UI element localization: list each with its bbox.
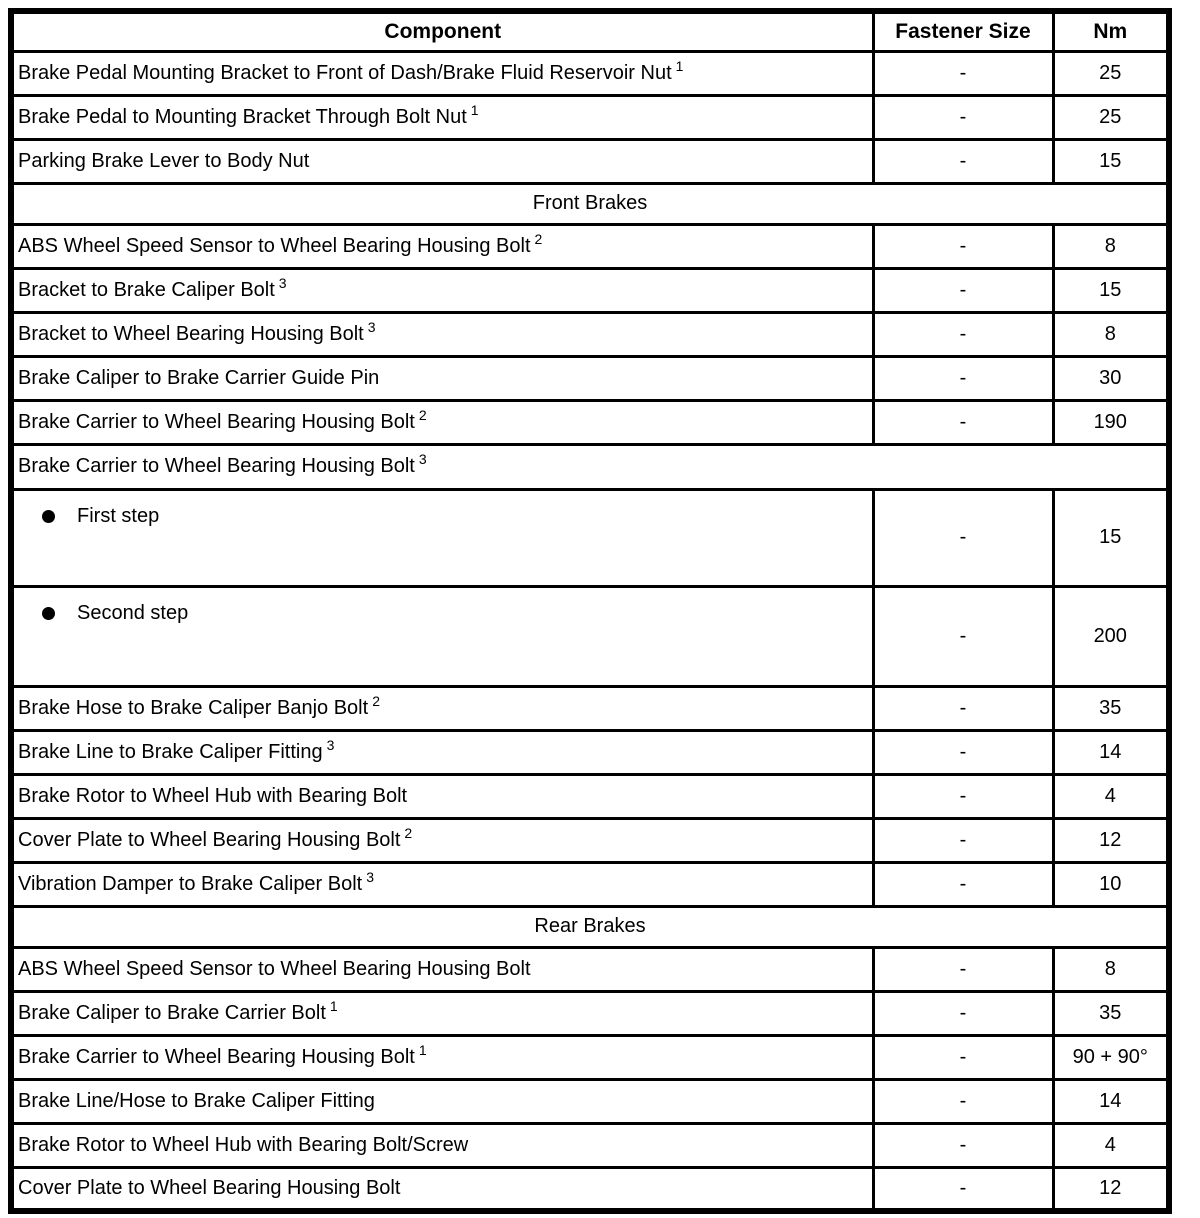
torque-cell: 35 [1053,686,1169,730]
component-cell [11,1123,873,1167]
fastener-size-cell: - [873,947,1053,991]
fastener-size-cell: - [873,862,1053,906]
component-cell [11,224,873,268]
torque-cell: 10 [1053,862,1169,906]
footnote-superscript: 2 [534,230,543,247]
component-text: Brake Caliper to Brake Carrier Bolt [18,1001,326,1024]
fastener-size-cell: - [873,586,1053,686]
footnote-superscript: 3 [418,451,427,468]
table-row [11,356,1169,400]
component-text: Parking Brake Lever to Body Nut [18,149,310,172]
component-cell [11,139,873,183]
component-text: Brake Carrier to Wheel Bearing Housing Bolt [18,410,415,433]
column-header-component: Component [11,11,873,51]
table-row [11,312,1169,356]
column-header-fastener-size: Fastener Size [873,11,1053,51]
table-row [11,774,1169,818]
component-text: Brake Rotor to Wheel Hub with Bearing Bolt/Screw [18,1133,469,1156]
fastener-size-cell: - [873,1167,1053,1211]
footnote-superscript: 1 [418,1041,427,1058]
torque-cell: 30 [1053,356,1169,400]
table-row [11,51,1169,95]
table-row [11,730,1169,774]
torque-cell: 4 [1053,774,1169,818]
fastener-size-cell: - [873,400,1053,444]
torque-spec-table [8,8,1172,1214]
component-text: Cover Plate to Wheel Bearing Housing Bolt [18,1176,401,1199]
component-text: Brake Line to Brake Caliper Fitting [18,740,323,763]
table-row [11,1167,1169,1211]
table-row [11,686,1169,730]
torque-cell: 190 [1053,400,1169,444]
component-text: First step [77,504,160,527]
table-row [11,1079,1169,1123]
table-row [11,818,1169,862]
torque-cell: 15 [1053,139,1169,183]
torque-cell: 12 [1053,1167,1169,1211]
header-row [11,11,1169,51]
torque-cell: 25 [1053,95,1169,139]
section-label: Front Brakes [11,183,1169,224]
footnote-superscript: 2 [404,824,413,841]
torque-cell: 14 [1053,1079,1169,1123]
fastener-size-cell: - [873,1123,1053,1167]
bullet-icon [42,510,55,523]
table-row [11,1035,1169,1079]
component-cell [11,947,873,991]
fastener-size-cell: - [873,268,1053,312]
step-row [11,586,1169,686]
torque-cell: 8 [1053,947,1169,991]
table-row [11,400,1169,444]
fastener-size-cell: - [873,818,1053,862]
fastener-size-cell: - [873,730,1053,774]
table-row [11,1123,1169,1167]
table-row [11,224,1169,268]
component-cell [11,774,873,818]
component-cell [11,1167,873,1211]
torque-cell: 15 [1053,268,1169,312]
component-text: ABS Wheel Speed Sensor to Wheel Bearing Housing Bolt [18,957,531,980]
torque-cell: 8 [1053,224,1169,268]
component-text: Brake Caliper to Brake Carrier Guide Pin [18,366,380,389]
footnote-superscript: 2 [372,692,380,709]
torque-cell: 4 [1053,1123,1169,1167]
component-text: Brake Carrier to Wheel Bearing Housing Bolt [18,455,415,477]
component-text: Brake Line/Hose to Brake Caliper Fitting [18,1089,375,1112]
component-text: Bracket to Brake Caliper Bolt [18,278,275,301]
component-text: Second step [77,601,189,624]
torque-cell: 200 [1053,586,1169,686]
component-cell [11,312,873,356]
component-cell [11,991,873,1035]
footnote-superscript: 3 [326,736,335,753]
component-cell [11,444,1169,489]
column-header-nm: Nm [1053,11,1169,51]
torque-cell: 35 [1053,991,1169,1035]
component-cell [11,730,873,774]
fastener-size-cell: - [873,312,1053,356]
component-cell [11,489,873,586]
footnote-superscript: 1 [329,997,338,1014]
footnote-superscript: 3 [278,274,287,291]
component-cell [11,1079,873,1123]
fastener-size-cell: - [873,356,1053,400]
fastener-size-cell: - [873,224,1053,268]
torque-cell: 14 [1053,730,1169,774]
component-cell [11,862,873,906]
component-text: Brake Pedal to Mounting Bracket Through Bolt Nut [18,105,467,128]
torque-cell: 15 [1053,489,1169,586]
component-cell [11,586,873,686]
section-row-rear-brakes [11,906,1169,947]
footnote-superscript: 1 [470,101,479,118]
section-row-front-brakes [11,183,1169,224]
component-cell [11,268,873,312]
step-row [11,489,1169,586]
section-label: Rear Brakes [11,906,1169,947]
component-cell [11,95,873,139]
fastener-size-cell: - [873,774,1053,818]
table-row [11,95,1169,139]
component-text: Brake Hose to Brake Caliper Banjo Bolt [18,696,369,719]
torque-cell: 25 [1053,51,1169,95]
fastener-size-cell: - [873,1035,1053,1079]
table-row [11,991,1169,1035]
fastener-size-cell: - [873,1079,1053,1123]
footnote-superscript: 3 [367,318,376,335]
component-cell [11,818,873,862]
component-cell [11,400,873,444]
fastener-size-cell: - [873,489,1053,586]
component-text: ABS Wheel Speed Sensor to Wheel Bearing Housing Bolt [18,234,531,257]
table-row [11,268,1169,312]
spanning-component-row [11,444,1169,489]
torque-cell: 90 + 90° [1053,1035,1169,1079]
footnote-superscript: 1 [675,57,684,74]
fastener-size-cell: - [873,139,1053,183]
torque-cell: 8 [1053,312,1169,356]
component-text: Brake Carrier to Wheel Bearing Housing Bolt [18,1045,415,1068]
torque-cell: 12 [1053,818,1169,862]
table-row [11,862,1169,906]
component-cell [11,51,873,95]
fastener-size-cell: - [873,991,1053,1035]
component-text: Brake Pedal Mounting Bracket to Front of Dash/Brake Fluid Reservoir Nut [18,61,672,84]
component-cell [11,1035,873,1079]
footnote-superscript: 3 [366,868,375,885]
component-text: Bracket to Wheel Bearing Housing Bolt [18,322,364,345]
component-cell [11,686,873,730]
fastener-size-cell: - [873,95,1053,139]
component-text: Cover Plate to Wheel Bearing Housing Bolt [18,828,401,851]
bullet-icon [42,607,55,620]
component-text: Brake Rotor to Wheel Hub with Bearing Bolt [18,784,408,807]
component-cell [11,356,873,400]
fastener-size-cell: - [873,51,1053,95]
fastener-size-cell: - [873,686,1053,730]
table-row [11,947,1169,991]
footnote-superscript: 2 [418,406,427,423]
component-text: Vibration Damper to Brake Caliper Bolt [18,872,363,895]
table-row [11,139,1169,183]
